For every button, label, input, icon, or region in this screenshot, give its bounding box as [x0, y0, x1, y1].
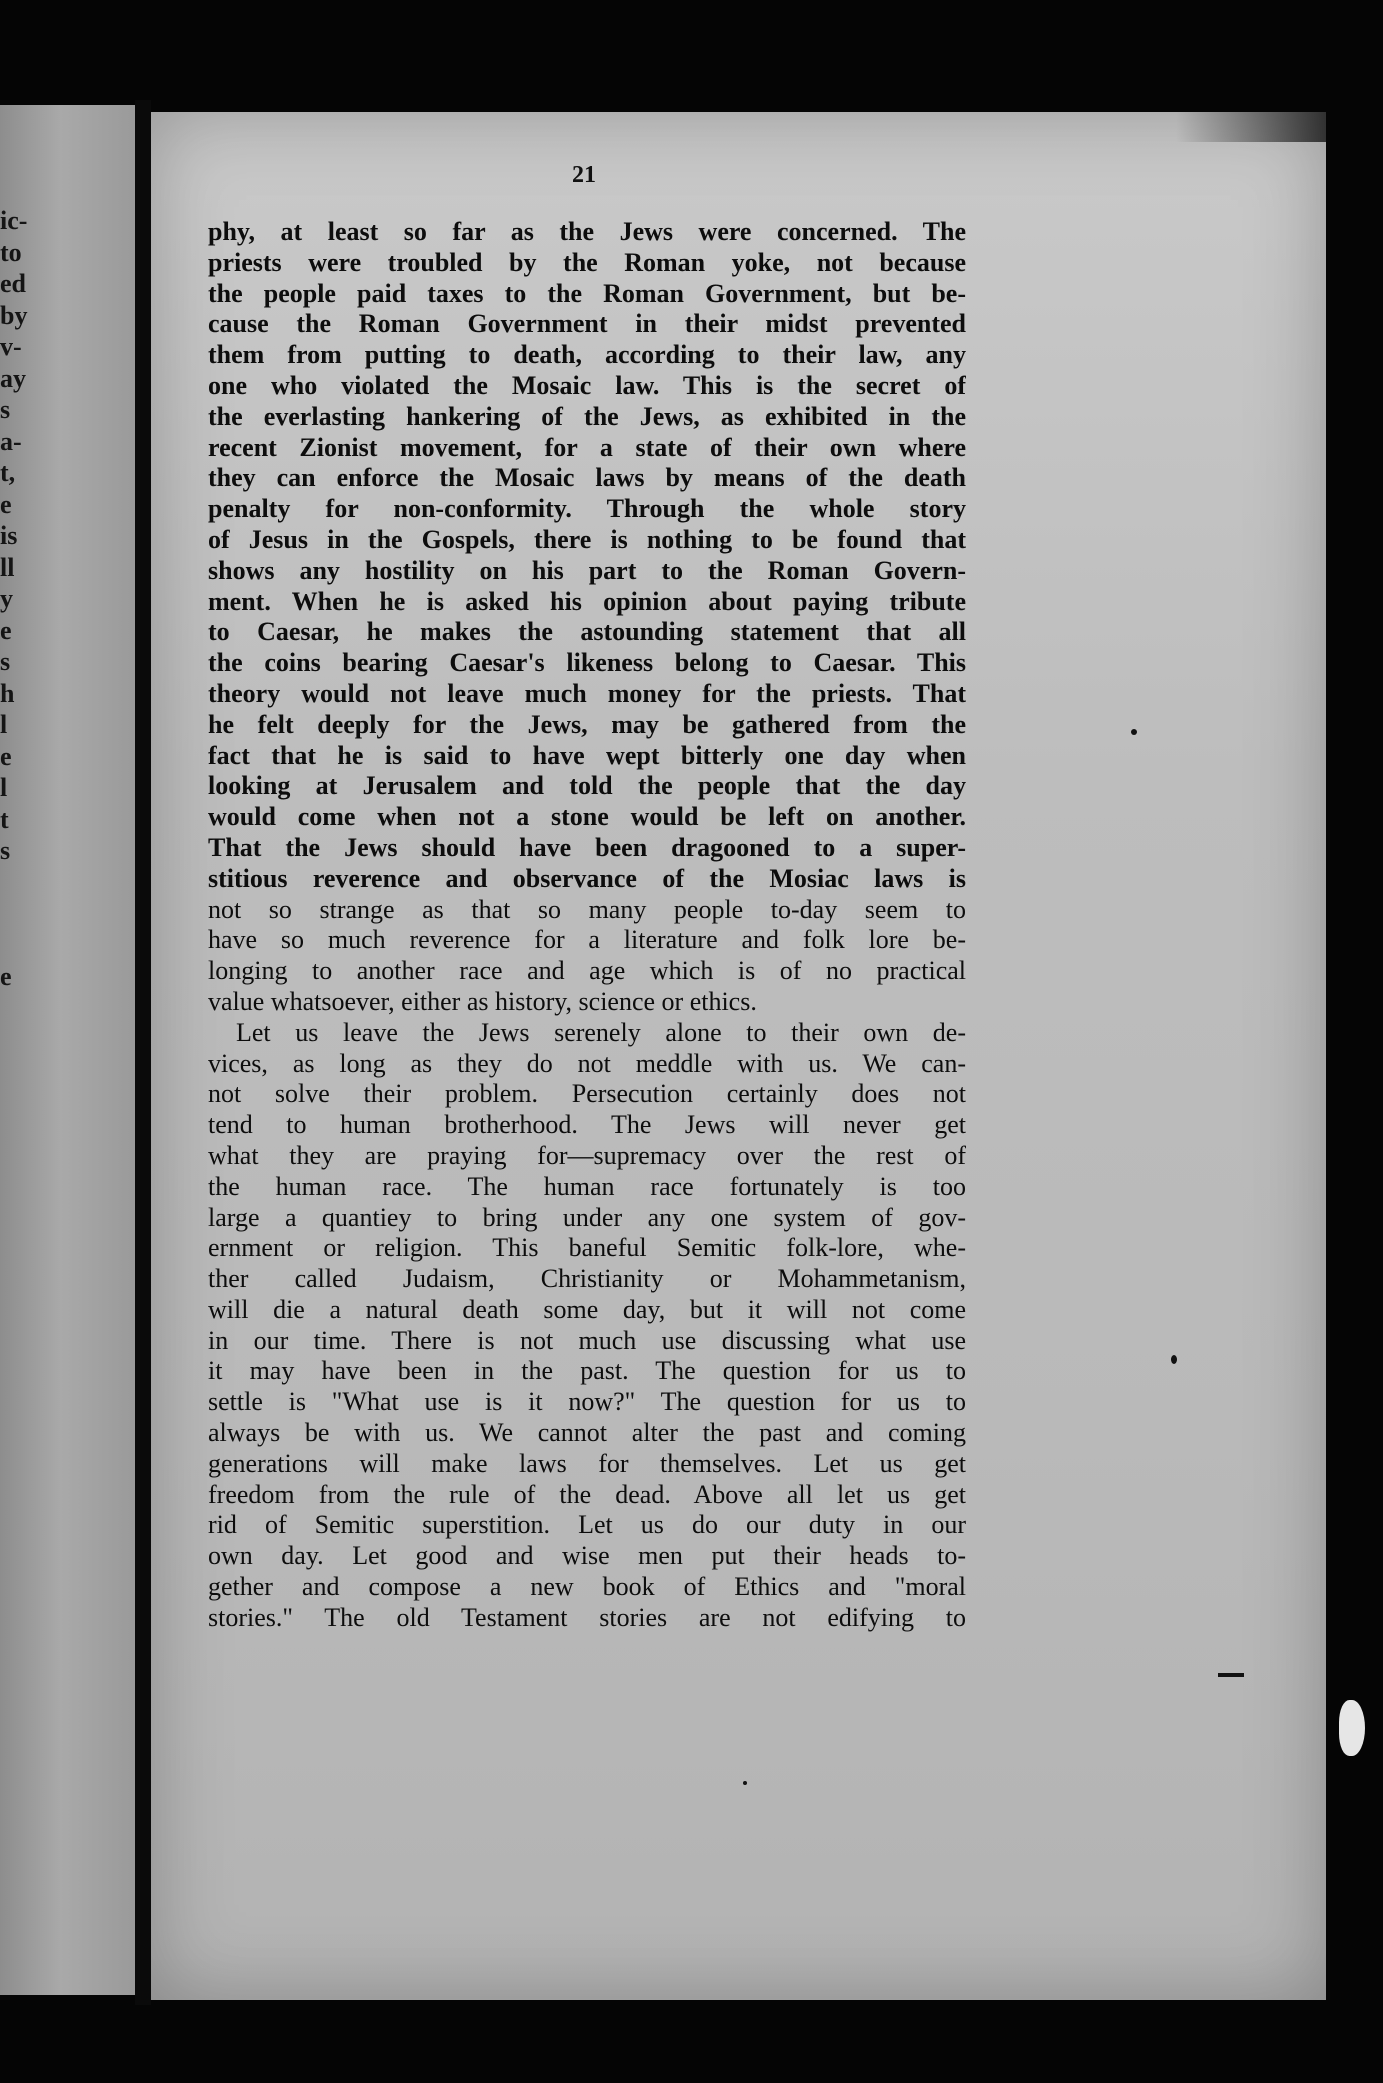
- book-gutter: [135, 100, 151, 2005]
- facing-page-fragment: s: [0, 836, 11, 865]
- facing-page-fragment: s: [0, 647, 11, 676]
- text-line: cause the Roman Government in their midst prevented: [208, 309, 966, 339]
- facing-page-fragment: e: [0, 615, 12, 645]
- text-line: tend to human brotherhood. The Jews will never get: [208, 1110, 966, 1140]
- text-line: settle is "What use is it now?" The question for us to: [208, 1387, 966, 1417]
- facing-page-text-fragments: [0, 205, 40, 993]
- facing-page-fragment: is: [0, 521, 18, 550]
- facing-page-fragment: l: [0, 710, 8, 739]
- text-line: the coins bearing Caesar's likeness belong to Caesar. This: [208, 648, 966, 678]
- facing-page-fragment: y: [0, 584, 13, 613]
- facing-page-fragment: h: [0, 678, 15, 708]
- facing-page-fragment: t: [0, 804, 9, 834]
- text-line: them from putting to death, according to their law, any: [208, 340, 966, 370]
- facing-page-fragment: ic-: [0, 206, 28, 235]
- text-line: shows any hostility on his part to the Roman Govern-: [208, 555, 966, 585]
- text-line: the everlasting hankering of the Jews, as exhibited in the: [208, 401, 966, 431]
- text-line: what they are praying for—supremacy over the rest of: [208, 1140, 966, 1170]
- facing-page-fragment: v-: [0, 332, 22, 361]
- text-line: theory would not leave much money for the priests. That: [208, 678, 966, 708]
- text-line: recent Zionist movement, for a state of their own where: [208, 432, 966, 462]
- ink-speck: [1171, 1355, 1177, 1364]
- text-line: have so much reverence for a literature and folk lore be-: [208, 925, 966, 955]
- text-line: they can enforce the Mosaic laws by means of the death: [208, 463, 966, 493]
- text-line: stories." The old Testament stories are not edifying to: [208, 1602, 966, 1632]
- text-line: vices, as long as they do not meddle with us. We can-: [208, 1048, 966, 1078]
- text-line: will die a natural death some day, but it will not come: [208, 1294, 966, 1324]
- text-line: looking at Jerusalem and told the people that the day: [208, 771, 966, 801]
- facing-page-fragment: e: [0, 489, 12, 519]
- text-line: to Caesar, he makes the astounding statement that all: [208, 617, 966, 647]
- text-line: ment. When he is asked his opinion about paying tribute: [208, 586, 966, 616]
- text-line: own day. Let good and wise men put their heads to-: [208, 1541, 966, 1571]
- margin-mark: [1218, 1673, 1244, 1677]
- text-line: gether and compose a new book of Ethics and "moral: [208, 1572, 966, 1602]
- text-line: ernment or religion. This baneful Semitic folk-lore, whe-: [208, 1233, 966, 1263]
- page-number: 21: [572, 162, 596, 188]
- text-line: not solve their problem. Persecution certainly does not: [208, 1079, 966, 1109]
- text-line: value whatsoever, either as history, science or ethics.: [208, 986, 757, 1016]
- text-line: not so strange as that so many people to-day seem to: [208, 894, 966, 924]
- facing-page-fragment: ed: [0, 269, 26, 298]
- text-line: large a quantiey to bring under any one system of gov-: [208, 1202, 966, 1232]
- text-line: phy, at least so far as the Jews were concerned. The: [208, 217, 966, 246]
- ink-speck: [743, 1781, 747, 1785]
- text-line: ther called Judaism, Christianity or Mohammetanism,: [208, 1264, 966, 1294]
- text-line: always be with us. We cannot alter the past and coming: [208, 1418, 966, 1448]
- page-body-text: [208, 217, 966, 1634]
- text-line: of Jesus in the Gospels, there is nothing to be found that: [208, 524, 966, 554]
- text-line: rid of Semitic superstition. Let us do our duty in our: [208, 1510, 966, 1540]
- facing-page-fragment: e: [0, 962, 12, 991]
- text-line: would come when not a stone would be left on another.: [208, 802, 966, 832]
- text-line: longing to another race and age which is of no practical: [208, 956, 966, 986]
- facing-page-fragment: to: [0, 237, 22, 267]
- facing-page-fragment: t,: [0, 458, 16, 487]
- facing-page-fragment: [0, 930, 40, 962]
- facing-page-fragment: [0, 867, 40, 899]
- facing-page-fragment: e: [0, 741, 12, 771]
- text-line: the human race. The human race fortunately is too: [208, 1171, 966, 1201]
- page-corner-shadow: [1176, 112, 1326, 142]
- text-line: freedom from the rule of the dead. Above all let us get: [208, 1479, 966, 1509]
- paper-edge-blot: [1339, 1700, 1365, 1756]
- text-line: one who violated the Mosaic law. This is the secret of: [208, 370, 966, 400]
- text-line: priests were troubled by the Roman yoke, not because: [208, 247, 966, 277]
- facing-page-fragment: [0, 898, 40, 930]
- facing-page-fragment: ay: [0, 363, 26, 393]
- text-line: That the Jews should have been dragooned to a super-: [208, 832, 966, 862]
- text-line: Let us leave the Jews serenely alone to their own de-: [236, 1017, 966, 1047]
- facing-page-fragment: l: [0, 773, 8, 802]
- text-line: it may have been in the past. The question for us to: [208, 1356, 966, 1386]
- facing-page-fragment: by: [0, 300, 28, 330]
- text-line: generations will make laws for themselves. Let us get: [208, 1448, 966, 1478]
- facing-page-fragment: ll: [0, 552, 15, 582]
- facing-page-fragment: a-: [0, 426, 22, 456]
- text-line: the people paid taxes to the Roman Government, but be-: [208, 278, 966, 308]
- facing-page-fragment: s: [0, 395, 11, 424]
- text-line: he felt deeply for the Jews, may be gathered from the: [208, 709, 966, 739]
- text-line: fact that he is said to have wept bitterly one day when: [208, 740, 966, 770]
- text-line: in our time. There is not much use discussing what use: [208, 1325, 966, 1355]
- ink-speck: [1131, 729, 1137, 735]
- text-line: penalty for non-conformity. Through the whole story: [208, 494, 966, 524]
- text-line: stitious reverence and observance of the Mosiac laws is: [208, 863, 966, 893]
